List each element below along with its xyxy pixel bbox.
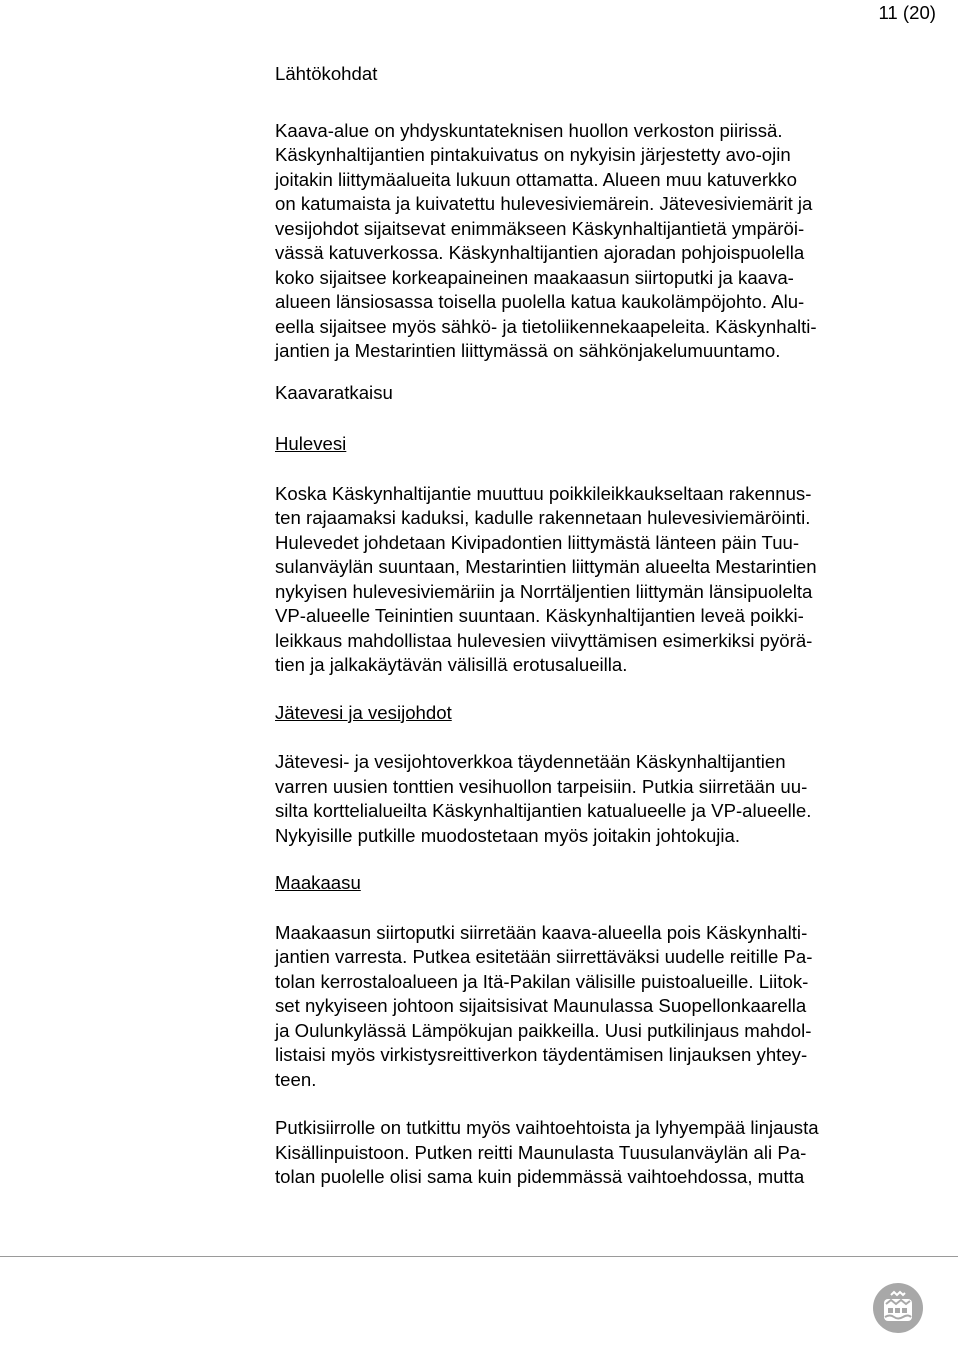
heading-maakaasu — [275, 871, 935, 896]
text-line: tolan puolelle olisi sama kuin pidemmässä vaihtoehdossa, mutta — [275, 1166, 805, 1187]
text-line: ja Oulunkylässä Lämpökujan paikkeilla. Uusi putkilinjaus mahdol- — [275, 1019, 812, 1041]
heading-kaavaratkaisu — [275, 381, 935, 406]
text-line: sulanväylän suuntaan, Mestarintien liittymän alueelta Mestarintien — [275, 556, 817, 577]
text-line: Kaava-alue on yhdyskuntateknisen huollon verkoston piirissä. — [275, 119, 783, 141]
subsection-heading: Jätevesi ja vesijohdot — [275, 701, 452, 723]
text-line: alueen länsiosassa toisella puolella katua kaukolämpöjohto. Alu- — [275, 291, 805, 312]
text-line: varren uusien tonttien vesihuollon tarpeisiin. Putkia siirretään uu- — [275, 775, 808, 797]
section-heading: Lähtökohdat — [275, 63, 378, 84]
text-line: Maakaasun siirtoputki siirretään kaava-alueella pois Käskynhalti- — [275, 921, 808, 943]
text-line: vesijohdot sijaitsevat enimmäkseen Käskynhaltijantietä ympäröi- — [275, 217, 805, 239]
document-body — [275, 62, 935, 1190]
text-line: VP-alueelle Teinintien suuntaan. Käskynhaltijantien leveä poikki- — [275, 605, 804, 626]
text-line: silta korttelialueilta Käskynhaltijantien katualueelle ja VP-alueelle. — [275, 800, 812, 821]
text-line: jantien varresta. Putkea esitetään siirrettäväksi uudelle reitille Pa- — [275, 946, 813, 967]
text-line: nykyisen hulevesiviemäriin ja Norrtäljentien liittymän länsipuolelta — [275, 580, 813, 602]
text-line: Nykyisille putkille muodostetaan myös joitakin johtokujia. — [275, 824, 741, 846]
text-line: tien ja jalkakäytävän välisillä erotusalueilla. — [275, 654, 628, 675]
text-line: joitakin liittymäalueita lukuun ottamatta. Alueen muu katuverkko — [275, 168, 797, 190]
text-line: Kisällinpuistoon. Putken reitti Maunulasta Tuusulanväylän ali Pa- — [275, 1141, 807, 1163]
paragraph-hulevesi — [275, 482, 935, 678]
paragraph-lahtokohdat — [275, 119, 935, 364]
text-line: set nykyiseen johtoon sijaitsisivat Maunulassa Suopellonkaarella — [275, 995, 807, 1016]
text-line: Käskynhaltijantien pintakuivatus on nykyisin järjestetty avo-ojin — [275, 144, 791, 165]
paragraph-maakaasu — [275, 921, 935, 1093]
paragraph-jatevesi — [275, 750, 935, 848]
helsinki-crest-icon — [872, 1282, 924, 1334]
heading-hulevesi — [275, 432, 935, 457]
text-line: leikkaus mahdollistaa hulevesien viivyttämisen esimerkiksi pyörä- — [275, 629, 813, 651]
text-line: Jätevesi- ja vesijohtoverkkoa täydennetään Käskynhaltijantien — [275, 751, 786, 772]
paragraph-putkisiirto — [275, 1116, 935, 1190]
text-line: ten rajaamaksi kaduksi, kadulle rakennetaan hulevesiviemäröinti. — [275, 507, 811, 528]
footer-divider — [0, 1256, 958, 1257]
text-line: teen. — [275, 1068, 317, 1090]
text-line: eella sijaitsee myös sähkö- ja tietoliikennekaapeleita. Käskynhalti- — [275, 315, 817, 337]
heading-jatevesi — [275, 701, 935, 726]
text-line: jantien ja Mestarintien liittymässä on sähkönjakelumuuntamo. — [275, 340, 781, 361]
text-line: tolan kerrostaloalueen ja Itä-Pakilan välisille puistoalueille. Liitok- — [275, 970, 809, 992]
subsection-heading: Hulevesi — [275, 433, 347, 454]
text-line: listaisi myös virkistysreittiverkon täydentämisen linjauksen yhtey- — [275, 1044, 808, 1065]
text-line: vässä katuverkossa. Käskynhaltijantien ajoradan pohjoispuolella — [275, 242, 805, 263]
page-number: 11 (20) — [878, 2, 936, 23]
text-line: Hulevedet johdetaan Kivipadontien liittymästä länteen päin Tuu- — [275, 531, 800, 553]
text-line: Putkisiirrolle on tutkittu myös vaihtoehtoista ja lyhyempää linjausta — [275, 1117, 819, 1138]
section-heading: Kaavaratkaisu — [275, 381, 393, 403]
heading-lahtokohdat — [275, 62, 935, 87]
text-line: Koska Käskynhaltijantie muuttuu poikkileikkaukseltaan rakennus- — [275, 482, 812, 504]
text-line: koko sijaitsee korkeapaineinen maakaasun siirtoputki ja kaava- — [275, 266, 794, 288]
subsection-heading: Maakaasu — [275, 872, 361, 893]
text-line: on katumaista ja kuivatettu hulevesiviemärein. Jätevesiviemärit ja — [275, 193, 813, 214]
